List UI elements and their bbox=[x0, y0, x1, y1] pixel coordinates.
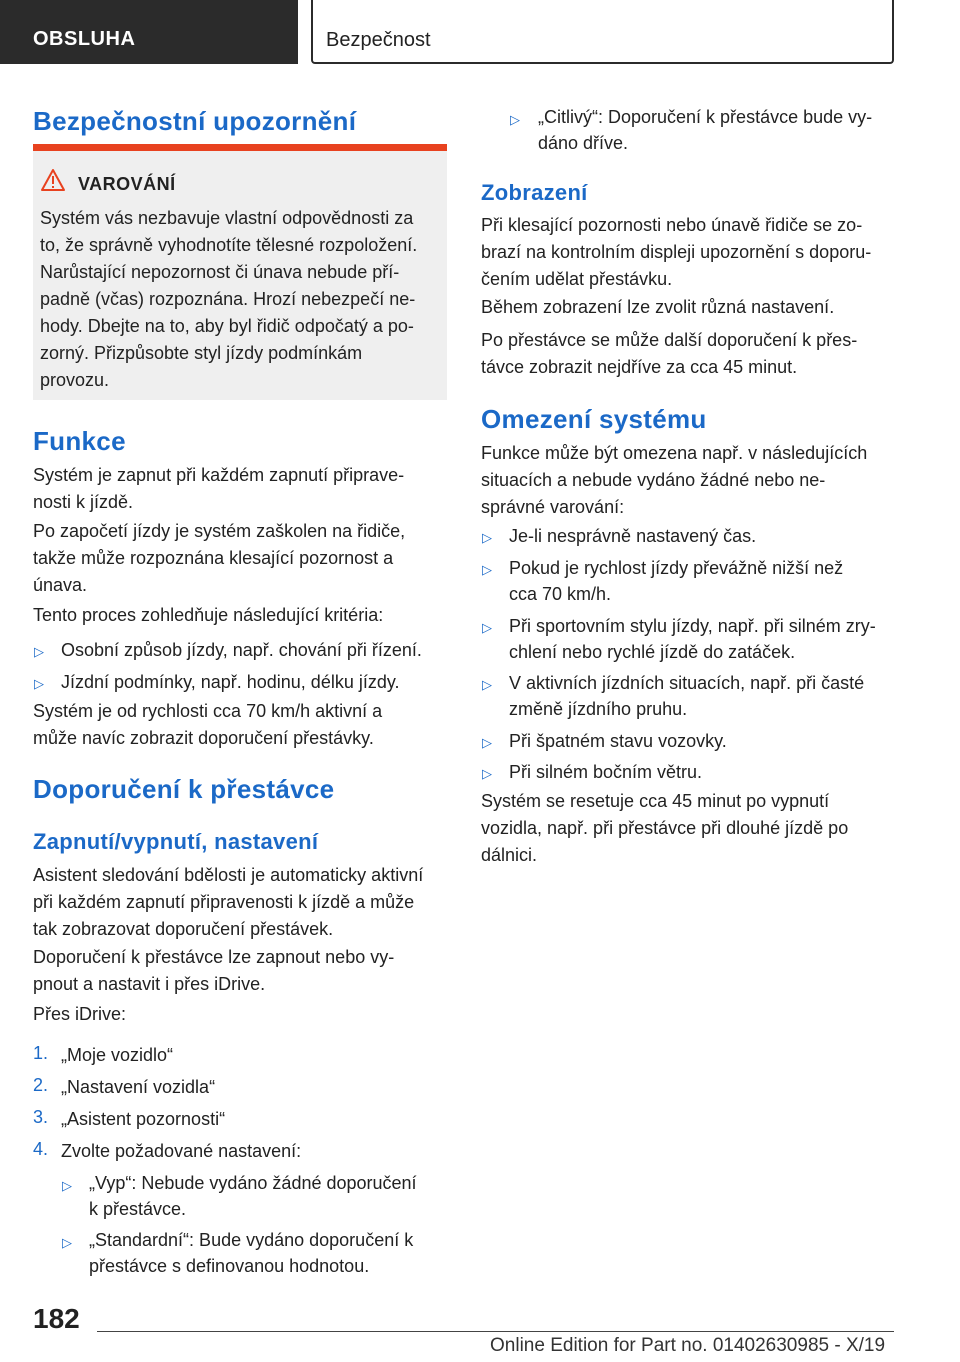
paragraph: Po započetí jízdy je systém zaškolen na řidiče, takže může rozpoznána klesající pozornost a únava. bbox=[33, 521, 406, 595]
triangle-right-icon: ▷ bbox=[62, 1235, 72, 1250]
list-item: Při sportovním stylu jízdy, např. při silném zry- chlení nebo rychlé jízdě do zatáček. bbox=[509, 616, 876, 662]
list-item: Osobní způsob jízdy, např. chování při řízení. bbox=[61, 640, 422, 660]
section-title-doporuceni: Doporučení k přestávce bbox=[33, 774, 335, 804]
step-number: 4. bbox=[33, 1139, 49, 1159]
step-item: „Nastavení vozidla“ bbox=[61, 1077, 216, 1097]
footer-divider bbox=[97, 1331, 894, 1332]
section-tab bbox=[0, 0, 298, 64]
paragraph: Při klesající pozornosti nebo únavě řidiče se zo- brazí na kontrolním displeji upozornění s doporu- čením udělat přestávku. bbox=[481, 215, 872, 289]
list-item: Pokud je rychlost jízdy převážně nižší než cca 70 km/h. bbox=[509, 558, 844, 604]
step-number: 3. bbox=[33, 1107, 49, 1127]
list-item: V aktivních jízdních situacích, např. při časté změně jízdního pruhu. bbox=[509, 673, 865, 719]
list-item: „Citlivý“: Doporučení k přestávce bude vy- dáno dříve. bbox=[538, 107, 873, 153]
warning-text: Systém vás nezbavuje vlastní odpovědnosti za to, že správně vyhodnotíte tělesné rozpoložení. Narůstající nepozornost či únava nebude pří- padně (včas) rozpoznána. Hrozí nebezpečí ne- hody. Dbejte na to, aby byl řidič odpočatý a po- zorný. Přizpůsobte styl jízdy podmínkám provozu. bbox=[40, 208, 418, 390]
paragraph: Přes iDrive: bbox=[33, 1004, 127, 1024]
paragraph: Systém se resetuje cca 45 minut po vypnutí vozidla, např. při přestávce při dlouhé jízdě po dálnici. bbox=[481, 791, 849, 865]
list-item: Jízdní podmínky, např. hodinu, délku jízdy. bbox=[61, 672, 400, 692]
chapter-label: Bezpečnost bbox=[326, 29, 431, 51]
list-item: „Vyp“: Nebude vydáno žádné doporučení k přestávce. bbox=[89, 1173, 417, 1219]
step-number: 2. bbox=[33, 1075, 49, 1095]
section-label: OBSLUHA bbox=[33, 28, 136, 50]
paragraph: Asistent sledování bdělosti je automaticky aktivní při každém zapnutí připravenosti k jízdě a může tak zobrazovat doporučení přestávek. bbox=[33, 865, 424, 939]
triangle-right-icon: ▷ bbox=[482, 766, 492, 781]
paragraph: Doporučení k přestávce lze zapnout nebo vy- pnout a nastavit i přes iDrive. bbox=[33, 947, 395, 994]
chapter-tab bbox=[311, 0, 894, 64]
warning-label: VAROVÁNÍ bbox=[78, 174, 176, 194]
edition-text: Online Edition for Part no. 01402630985 - X/19 bbox=[490, 1335, 886, 1356]
paragraph: Během zobrazení lze zvolit různá nastavení. bbox=[481, 297, 835, 317]
triangle-right-icon: ▷ bbox=[482, 735, 492, 750]
list-item: Při špatném stavu vozovky. bbox=[509, 731, 727, 751]
paragraph: Funkce může být omezena např. v následujících situacích a nebude vydáno žádné nebo ne- správné varování: bbox=[481, 443, 868, 517]
triangle-right-icon: ▷ bbox=[482, 620, 492, 635]
warning-triangle-icon bbox=[40, 168, 66, 192]
subsection-title: Zapnutí/vypnutí, nastavení bbox=[33, 829, 319, 854]
step-item: Zvolte požadované nastavení: bbox=[61, 1141, 302, 1161]
list-item: Je-li nesprávně nastavený čas. bbox=[509, 526, 757, 546]
step-item: „Asistent pozornosti“ bbox=[61, 1109, 226, 1129]
subsection-title-zobrazeni: Zobrazení bbox=[481, 180, 588, 205]
step-item: „Moje vozidlo“ bbox=[61, 1045, 174, 1065]
paragraph: Tento proces zohledňuje následující kritéria: bbox=[33, 605, 384, 625]
triangle-right-icon: ▷ bbox=[510, 112, 520, 127]
triangle-right-icon: ▷ bbox=[482, 677, 492, 692]
triangle-right-icon: ▷ bbox=[34, 676, 44, 691]
paragraph: Systém je zapnut při každém zapnutí připrave- nosti k jízdě. bbox=[33, 465, 405, 512]
page-title: Bezpečnostní upozornění bbox=[33, 106, 357, 136]
step-number: 1. bbox=[33, 1043, 49, 1063]
triangle-right-icon: ▷ bbox=[34, 644, 44, 659]
paragraph: Po přestávce se může další doporučení k přes- távce zobrazit nejdříve za cca 45 minut. bbox=[481, 330, 858, 377]
triangle-right-icon: ▷ bbox=[482, 562, 492, 577]
list-item: Při silném bočním větru. bbox=[509, 762, 703, 782]
section-title-omezeni: Omezení systému bbox=[481, 404, 707, 434]
page-number: 182 bbox=[33, 1303, 80, 1334]
triangle-right-icon: ▷ bbox=[482, 530, 492, 545]
section-title-funkce: Funkce bbox=[33, 426, 126, 456]
triangle-right-icon: ▷ bbox=[62, 1178, 72, 1193]
paragraph: Systém je od rychlosti cca 70 km/h aktivní a může navíc zobrazit doporučení přestávky. bbox=[33, 701, 383, 748]
list-item: „Standardní“: Bude vydáno doporučení k přestávce s definovanou hodnotou. bbox=[89, 1230, 414, 1276]
